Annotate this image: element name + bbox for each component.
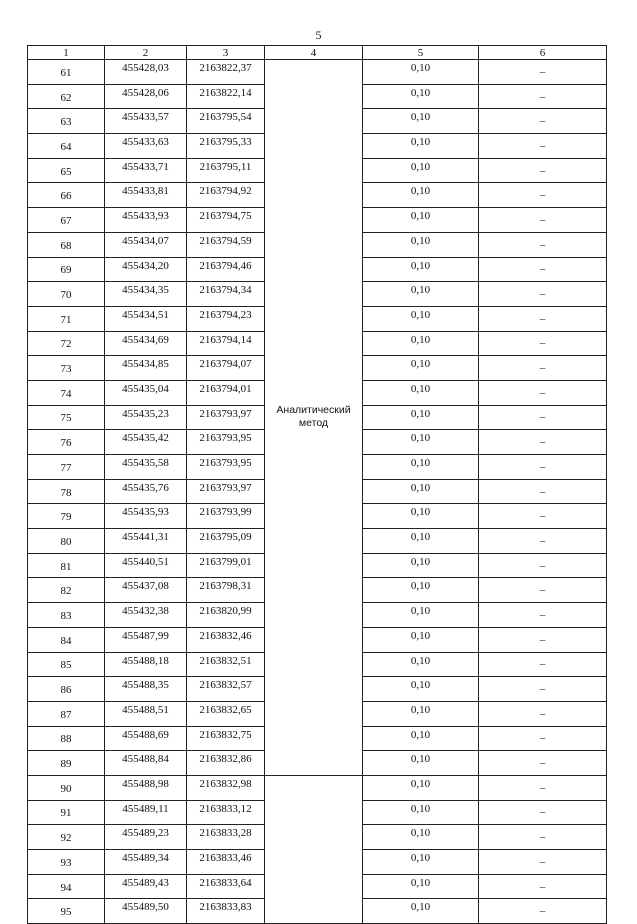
y-coordinate-cell: 2163822,37: [187, 60, 265, 85]
y-coordinate-cell: 2163794,01: [187, 380, 265, 405]
page-number: 5: [315, 28, 322, 42]
point-number-cell: 79: [28, 504, 105, 529]
x-coordinate-cell: 455428,06: [105, 84, 187, 109]
y-coordinate-cell: 2163795,54: [187, 109, 265, 134]
x-coordinate-cell: 455437,08: [105, 578, 187, 603]
table-row: [28, 60, 607, 85]
note-cell: –: [479, 380, 607, 405]
note-cell: –: [479, 825, 607, 850]
point-number-cell: 88: [28, 726, 105, 751]
accuracy-cell: 0,10: [363, 553, 479, 578]
y-coordinate-cell: 2163799,01: [187, 553, 265, 578]
accuracy-cell: 0,10: [363, 874, 479, 899]
point-number-cell: 81: [28, 553, 105, 578]
x-coordinate-cell: 455434,07: [105, 232, 187, 257]
accuracy-cell: 0,10: [363, 109, 479, 134]
accuracy-cell: 0,10: [363, 282, 479, 307]
accuracy-cell: 0,10: [363, 726, 479, 751]
y-coordinate-cell: 2163798,31: [187, 578, 265, 603]
note-cell: –: [479, 455, 607, 480]
x-coordinate-cell: 455434,20: [105, 257, 187, 282]
x-coordinate-cell: 455488,84: [105, 751, 187, 776]
y-coordinate-cell: 2163794,23: [187, 306, 265, 331]
note-cell: –: [479, 504, 607, 529]
method-cell: [265, 775, 363, 923]
note-cell: –: [479, 158, 607, 183]
accuracy-cell: 0,10: [363, 850, 479, 875]
y-coordinate-cell: 2163820,99: [187, 603, 265, 628]
accuracy-cell: 0,10: [363, 183, 479, 208]
accuracy-cell: 0,10: [363, 208, 479, 233]
x-coordinate-cell: 455440,51: [105, 553, 187, 578]
column-header: 4: [265, 46, 363, 60]
accuracy-cell: 0,10: [363, 405, 479, 430]
note-cell: –: [479, 677, 607, 702]
point-number-cell: 70: [28, 282, 105, 307]
y-coordinate-cell: 2163793,95: [187, 455, 265, 480]
x-coordinate-cell: 455488,51: [105, 701, 187, 726]
point-number-cell: 67: [28, 208, 105, 233]
accuracy-cell: 0,10: [363, 603, 479, 628]
note-cell: –: [479, 405, 607, 430]
point-number-cell: 80: [28, 529, 105, 554]
note-cell: –: [479, 701, 607, 726]
point-number-cell: 91: [28, 800, 105, 825]
note-cell: –: [479, 282, 607, 307]
note-cell: –: [479, 775, 607, 800]
accuracy-cell: 0,10: [363, 825, 479, 850]
y-coordinate-cell: 2163793,97: [187, 479, 265, 504]
y-coordinate-cell: 2163833,12: [187, 800, 265, 825]
accuracy-cell: 0,10: [363, 158, 479, 183]
y-coordinate-cell: 2163794,34: [187, 282, 265, 307]
point-number-cell: 66: [28, 183, 105, 208]
note-cell: –: [479, 603, 607, 628]
point-number-cell: 64: [28, 134, 105, 159]
accuracy-cell: 0,10: [363, 134, 479, 159]
x-coordinate-cell: 455434,35: [105, 282, 187, 307]
note-cell: –: [479, 726, 607, 751]
method-cell: [265, 60, 363, 776]
x-coordinate-cell: 455435,04: [105, 380, 187, 405]
column-header: 3: [187, 46, 265, 60]
y-coordinate-cell: 2163833,28: [187, 825, 265, 850]
accuracy-cell: 0,10: [363, 257, 479, 282]
x-coordinate-cell: 455489,34: [105, 850, 187, 875]
x-coordinate-cell: 455433,93: [105, 208, 187, 233]
note-cell: –: [479, 850, 607, 875]
x-coordinate-cell: 455432,38: [105, 603, 187, 628]
y-coordinate-cell: 2163832,98: [187, 775, 265, 800]
point-number-cell: 95: [28, 899, 105, 924]
accuracy-cell: 0,10: [363, 479, 479, 504]
y-coordinate-cell: 2163832,65: [187, 701, 265, 726]
accuracy-cell: 0,10: [363, 800, 479, 825]
x-coordinate-cell: 455435,23: [105, 405, 187, 430]
point-number-cell: 71: [28, 306, 105, 331]
x-coordinate-cell: 455488,18: [105, 652, 187, 677]
y-coordinate-cell: 2163794,92: [187, 183, 265, 208]
note-cell: –: [479, 529, 607, 554]
column-header: 2: [105, 46, 187, 60]
note-cell: –: [479, 84, 607, 109]
accuracy-cell: 0,10: [363, 84, 479, 109]
x-coordinate-cell: 455434,85: [105, 356, 187, 381]
y-coordinate-cell: 2163795,33: [187, 134, 265, 159]
point-number-cell: 65: [28, 158, 105, 183]
note-cell: –: [479, 479, 607, 504]
table-header-row: [28, 46, 607, 60]
accuracy-cell: 0,10: [363, 430, 479, 455]
x-coordinate-cell: 455435,76: [105, 479, 187, 504]
point-number-cell: 72: [28, 331, 105, 356]
y-coordinate-cell: 2163794,07: [187, 356, 265, 381]
note-cell: –: [479, 109, 607, 134]
y-coordinate-cell: 2163793,97: [187, 405, 265, 430]
accuracy-cell: 0,10: [363, 232, 479, 257]
point-number-cell: 86: [28, 677, 105, 702]
point-number-cell: 61: [28, 60, 105, 85]
accuracy-cell: 0,10: [363, 60, 479, 85]
point-number-cell: 63: [28, 109, 105, 134]
accuracy-cell: 0,10: [363, 751, 479, 776]
note-cell: –: [479, 134, 607, 159]
point-number-cell: 94: [28, 874, 105, 899]
accuracy-cell: 0,10: [363, 504, 479, 529]
accuracy-cell: 0,10: [363, 701, 479, 726]
point-number-cell: 85: [28, 652, 105, 677]
note-cell: –: [479, 232, 607, 257]
y-coordinate-cell: 2163794,75: [187, 208, 265, 233]
table-row: [28, 775, 607, 800]
point-number-cell: 62: [28, 84, 105, 109]
point-number-cell: 78: [28, 479, 105, 504]
accuracy-cell: 0,10: [363, 677, 479, 702]
note-cell: –: [479, 652, 607, 677]
x-coordinate-cell: 455487,99: [105, 627, 187, 652]
x-coordinate-cell: 455488,69: [105, 726, 187, 751]
y-coordinate-cell: 2163794,14: [187, 331, 265, 356]
note-cell: –: [479, 257, 607, 282]
column-header: 6: [479, 46, 607, 60]
y-coordinate-cell: 2163822,14: [187, 84, 265, 109]
accuracy-cell: 0,10: [363, 627, 479, 652]
x-coordinate-cell: 455489,50: [105, 899, 187, 924]
note-cell: –: [479, 356, 607, 381]
point-number-cell: 92: [28, 825, 105, 850]
accuracy-cell: 0,10: [363, 578, 479, 603]
x-coordinate-cell: 455488,35: [105, 677, 187, 702]
point-number-cell: 75: [28, 405, 105, 430]
column-header: 5: [363, 46, 479, 60]
accuracy-cell: 0,10: [363, 775, 479, 800]
point-number-cell: 84: [28, 627, 105, 652]
y-coordinate-cell: 2163794,59: [187, 232, 265, 257]
x-coordinate-cell: 455433,63: [105, 134, 187, 159]
point-number-cell: 82: [28, 578, 105, 603]
accuracy-cell: 0,10: [363, 652, 479, 677]
point-number-cell: 76: [28, 430, 105, 455]
x-coordinate-cell: 455434,51: [105, 306, 187, 331]
point-number-cell: 74: [28, 380, 105, 405]
note-cell: –: [479, 800, 607, 825]
y-coordinate-cell: 2163833,64: [187, 874, 265, 899]
x-coordinate-cell: 455489,43: [105, 874, 187, 899]
note-cell: –: [479, 751, 607, 776]
accuracy-cell: 0,10: [363, 380, 479, 405]
point-number-cell: 87: [28, 701, 105, 726]
note-cell: –: [479, 60, 607, 85]
x-coordinate-cell: 455435,93: [105, 504, 187, 529]
x-coordinate-cell: 455435,42: [105, 430, 187, 455]
y-coordinate-cell: 2163833,83: [187, 899, 265, 924]
y-coordinate-cell: 2163832,86: [187, 751, 265, 776]
point-number-cell: 68: [28, 232, 105, 257]
point-number-cell: 90: [28, 775, 105, 800]
x-coordinate-cell: 455433,81: [105, 183, 187, 208]
y-coordinate-cell: 2163832,46: [187, 627, 265, 652]
note-cell: –: [479, 899, 607, 924]
note-cell: –: [479, 306, 607, 331]
y-coordinate-cell: 2163832,57: [187, 677, 265, 702]
x-coordinate-cell: 455434,69: [105, 331, 187, 356]
y-coordinate-cell: 2163794,46: [187, 257, 265, 282]
point-number-cell: 83: [28, 603, 105, 628]
x-coordinate-cell: 455428,03: [105, 60, 187, 85]
y-coordinate-cell: 2163833,46: [187, 850, 265, 875]
y-coordinate-cell: 2163793,99: [187, 504, 265, 529]
point-number-cell: 73: [28, 356, 105, 381]
y-coordinate-cell: 2163832,51: [187, 652, 265, 677]
accuracy-cell: 0,10: [363, 529, 479, 554]
note-cell: –: [479, 183, 607, 208]
y-coordinate-cell: 2163793,95: [187, 430, 265, 455]
note-cell: –: [479, 553, 607, 578]
point-number-cell: 77: [28, 455, 105, 480]
y-coordinate-cell: 2163832,75: [187, 726, 265, 751]
x-coordinate-cell: 455488,98: [105, 775, 187, 800]
note-cell: –: [479, 430, 607, 455]
note-cell: –: [479, 627, 607, 652]
method-label-line2: метод: [298, 417, 329, 430]
accuracy-cell: 0,10: [363, 306, 479, 331]
x-coordinate-cell: 455433,71: [105, 158, 187, 183]
x-coordinate-cell: 455489,11: [105, 800, 187, 825]
note-cell: –: [479, 874, 607, 899]
note-cell: –: [479, 578, 607, 603]
point-number-cell: 93: [28, 850, 105, 875]
x-coordinate-cell: 455435,58: [105, 455, 187, 480]
point-number-cell: 69: [28, 257, 105, 282]
accuracy-cell: 0,10: [363, 899, 479, 924]
accuracy-cell: 0,10: [363, 356, 479, 381]
y-coordinate-cell: 2163795,09: [187, 529, 265, 554]
method-label-line1: Аналитический: [276, 404, 351, 417]
x-coordinate-cell: 455441,31: [105, 529, 187, 554]
note-cell: –: [479, 331, 607, 356]
accuracy-cell: 0,10: [363, 331, 479, 356]
point-number-cell: 89: [28, 751, 105, 776]
x-coordinate-cell: 455433,57: [105, 109, 187, 134]
accuracy-cell: 0,10: [363, 455, 479, 480]
column-header: 1: [28, 46, 105, 60]
coordinates-table: [27, 45, 607, 924]
x-coordinate-cell: 455489,23: [105, 825, 187, 850]
note-cell: –: [479, 208, 607, 233]
y-coordinate-cell: 2163795,11: [187, 158, 265, 183]
